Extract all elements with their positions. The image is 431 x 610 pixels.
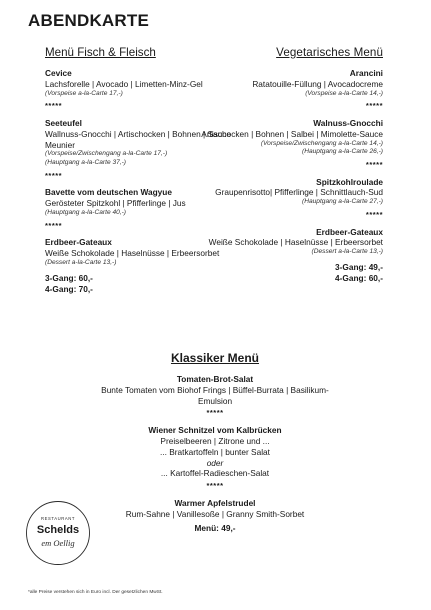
dish-name: Tomaten-Brot-Salat	[176, 374, 254, 384]
separator-stars: *****	[365, 101, 383, 111]
price-3-gang: 3-Gang: 60,-	[45, 272, 93, 283]
dish-description: Artischocken | Bohnen | Salbei | Mimolette-Sauce	[201, 128, 383, 139]
separator-stars: *****	[45, 220, 63, 230]
dish-description: Bunte Tomaten vom Biohof Frings | Büffel-Burrata | Basilikum- Emulsion	[101, 384, 329, 406]
menu-vegetarisch	[197, 46, 383, 284]
dish-description: ... Kartoffel-Radieschen-Salat	[160, 468, 270, 479]
dish-price-note: (Vorspeise/Zwischengang a-la-Carte 17,-)	[45, 150, 168, 158]
dish-price-note: (Vorspeise a-la-Carte 14,-)	[305, 89, 383, 97]
logo-name: Schelds	[36, 524, 80, 536]
dish-alternative-label: oder	[206, 457, 224, 468]
dish-name: Wiener Schnitzel vom Kalbrücken	[148, 425, 282, 436]
separator-stars: *****	[45, 101, 63, 111]
dish-description: Preiselbeeren | Zitrone und ...	[160, 435, 270, 446]
dish-name: Warmer Apfelstrudel	[174, 497, 256, 508]
menu-heading: Klassiker Menü	[170, 351, 260, 365]
dish	[197, 227, 383, 257]
dish-name: Spitzkohlroulade	[316, 176, 383, 187]
logo-script: em Oellig	[41, 538, 75, 548]
dish	[197, 177, 383, 207]
dish-description: Weiße Schokolade | Haselnüsse | Erbeersorbet	[45, 248, 220, 259]
footnote: *alle Preise verstehen sich in Euro incl. Der gesetzlichen MwSt.	[28, 590, 163, 595]
dish-description: Graupenrisotto| Pfifferlinge | Schnittlauch-Sud	[215, 187, 383, 198]
dish-name: Erdbeer-Gateaux	[316, 226, 383, 237]
dish-price-note: (Hauptgang a-la-Carte 26,-)	[302, 148, 383, 156]
separator-stars: *****	[365, 209, 383, 219]
dish-description: ... Bratkartoffeln | bunter Salat	[160, 446, 270, 457]
dish	[197, 68, 383, 98]
dish	[100, 374, 330, 406]
dish	[197, 118, 383, 157]
dish-description: Weiße Schokolade | Haselnüsse | Erbeersorbet	[208, 237, 383, 248]
menu-heading: Vegetarisches Menü	[276, 46, 383, 59]
separator-stars: *****	[206, 408, 224, 418]
separator-stars: *****	[365, 159, 383, 169]
menu-price: Menü: 49,-	[194, 522, 236, 533]
dish-name: Bavette vom deutschen Wagyue	[45, 187, 172, 198]
price-3-gang: 3-Gang: 49,-	[335, 261, 383, 272]
dish-description: Wallnuss-Gnocchi | Artischocken | Bohnen | Sauce Meunier	[45, 128, 232, 150]
dish-price-note: (Hauptgang a-la-Carte 40,-)	[45, 208, 126, 216]
menu-klassiker	[100, 351, 330, 533]
menu-heading: Menü Fisch & Fleisch	[45, 46, 156, 59]
dish-name: Arancini	[349, 68, 383, 78]
dish-description: Gerösteter Spitzkohl | Pfifferlinge | Jus	[45, 198, 186, 209]
dish	[100, 498, 330, 520]
dish-price-note: (Hauptgang a-la-Carte 37,-)	[45, 158, 126, 166]
dish-name: Erdbeer-Gateaux	[45, 237, 112, 248]
dish-description: Ratatouille-Füllung | Avocadocreme	[252, 78, 383, 89]
separator-stars: *****	[206, 481, 224, 491]
dish	[100, 425, 330, 479]
menu-prices	[197, 262, 383, 284]
dish-name: Seeteufel	[45, 117, 82, 128]
dish-price-note: (Vorspeise/Zwischengang a-la-Carte 14,-)	[260, 139, 383, 147]
restaurant-logo	[25, 500, 91, 566]
dish-description: Lachsforelle | Avocado | Limetten-Minz-Gel	[45, 78, 203, 89]
dish-price-note: (Dessert a-la-Carte 13,-)	[311, 248, 383, 256]
page-title: ABENDKARTE	[28, 11, 149, 30]
dish-name: Walnuss-Gnocchi	[313, 117, 383, 128]
dish-price-note: (Hauptgang a-la-Carte 27,-)	[302, 198, 383, 206]
dish-price-note: (Dessert a-la-Carte 13,-)	[45, 258, 117, 266]
logo-top-text: RESTAURANT	[40, 516, 76, 521]
dish-name: Cevice	[45, 68, 72, 78]
dish-description: Rum-Sahne | Vanillesoße | Granny Smith-Sorbet	[125, 508, 305, 519]
dish-price-note: (Vorspeise a-la-Carte 17,-)	[45, 89, 123, 97]
price-4-gang: 4-Gang: 70,-	[45, 283, 93, 294]
price-4-gang: 4-Gang: 60,-	[335, 272, 383, 283]
separator-stars: *****	[45, 170, 63, 180]
